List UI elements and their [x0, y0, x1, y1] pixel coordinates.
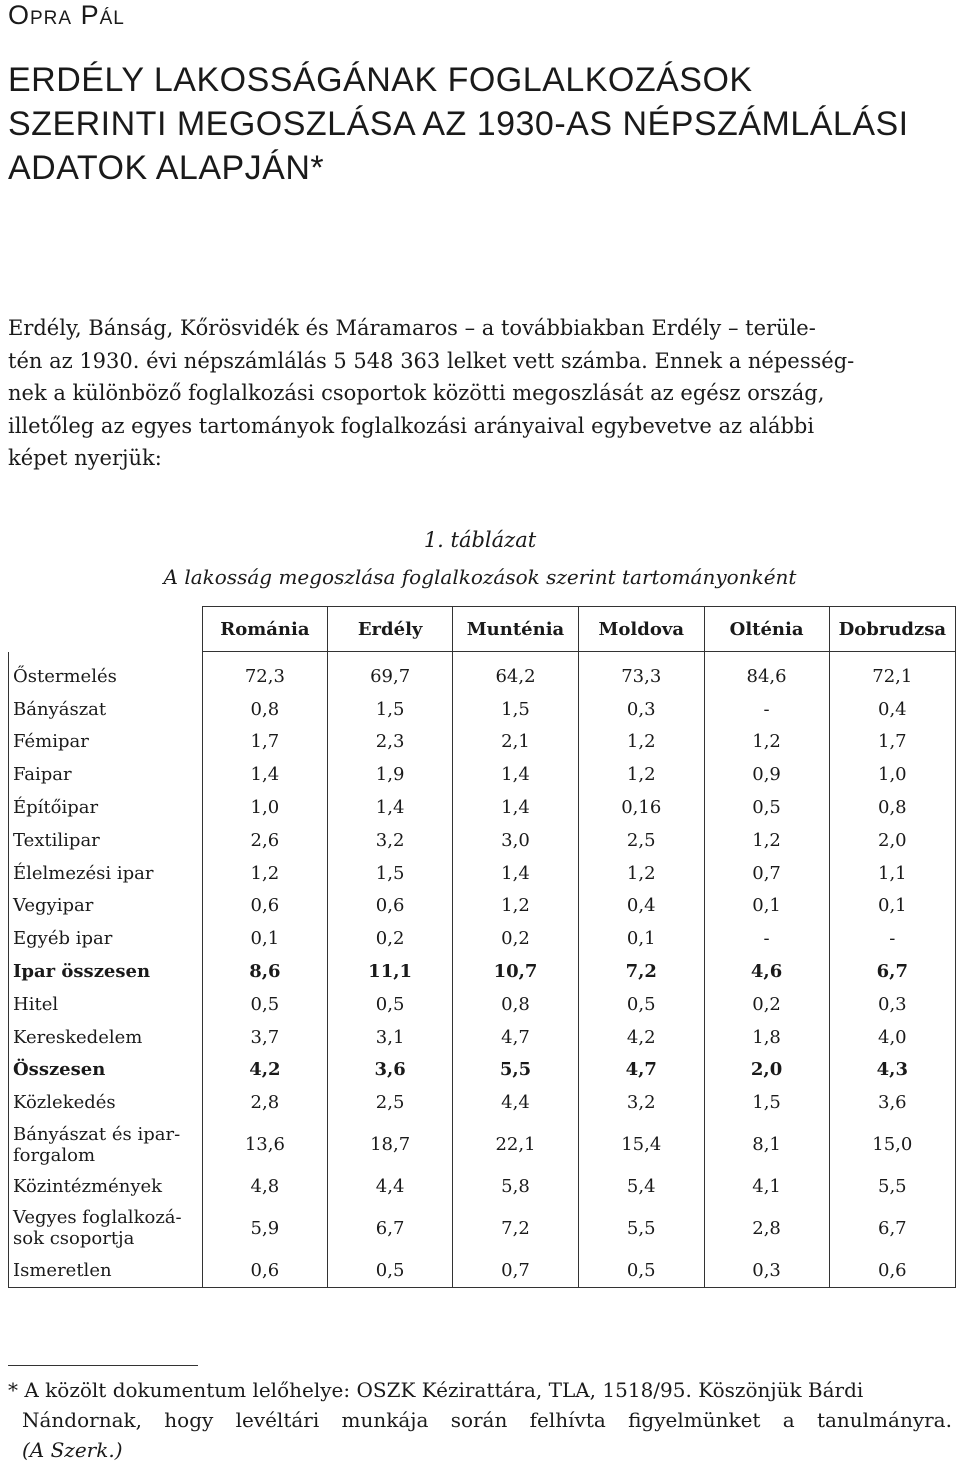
table-row	[9, 988, 956, 1021]
table-cell: 1,9	[328, 758, 453, 791]
table-cell: 1,1	[829, 857, 955, 890]
table-cell: 4,2	[578, 1021, 704, 1054]
footnote-word: a	[782, 1408, 795, 1432]
footnote-line: * A közölt dokumentum lelőhelye: OSZK Kézirattára, TLA, 1518/95. Köszönjük Bárdi	[8, 1378, 864, 1402]
table-cell: 69,7	[328, 652, 453, 693]
footnote-word: figyelmünket	[628, 1408, 761, 1432]
header-oltenia: Olténia	[704, 607, 829, 652]
table-cell: 72,1	[829, 652, 955, 693]
table-cell: 7,2	[578, 955, 704, 988]
table-cell: 3,7	[202, 1021, 328, 1054]
table-cell: 0,2	[453, 922, 579, 955]
table-cell: 2,0	[704, 1054, 829, 1087]
table-cell: 0,3	[578, 693, 704, 726]
table-cell: 4,2	[202, 1054, 328, 1087]
table-cell: 0,3	[829, 988, 955, 1021]
table-row	[9, 824, 956, 857]
table-cell: 1,5	[704, 1086, 829, 1119]
table-cell: 4,4	[328, 1170, 453, 1203]
table-cell: 8,1	[704, 1119, 829, 1170]
table-cell: 5,5	[578, 1203, 704, 1254]
article-title	[8, 58, 909, 190]
table-cell: 0,3	[704, 1254, 829, 1287]
table-row	[9, 890, 956, 923]
footnote-line	[8, 1435, 952, 1465]
table-cell: 1,4	[453, 857, 579, 890]
table-row	[9, 758, 956, 791]
table-cell: 4,3	[829, 1054, 955, 1087]
table-cell: 13,6	[202, 1119, 328, 1170]
table-row	[9, 726, 956, 759]
table-cell: 8,6	[202, 955, 328, 988]
row-label: Építőipar	[9, 791, 203, 824]
table-cell: 6,7	[328, 1203, 453, 1254]
row-label: Vegyipar	[9, 890, 203, 923]
table-cell: 0,2	[328, 922, 453, 955]
header-moldova: Moldova	[578, 607, 704, 652]
row-label: Bányászat	[9, 693, 203, 726]
table-row	[9, 652, 956, 693]
table-cell: 0,5	[328, 988, 453, 1021]
table-row	[9, 1054, 956, 1087]
table-row	[9, 1254, 956, 1287]
title-line: ERDÉLY LAKOSSÁGÁNAK FOGLALKOZÁSOK	[8, 61, 753, 99]
table-cell: 1,2	[578, 857, 704, 890]
footnote-word: Nándornak,	[22, 1408, 142, 1432]
table-cell: 3,2	[328, 824, 453, 857]
footnote-word: felhívta	[529, 1408, 606, 1432]
table-cell: 1,2	[202, 857, 328, 890]
table-cell: 1,2	[704, 726, 829, 759]
table-cell: 4,1	[704, 1170, 829, 1203]
header-romania: Románia	[202, 607, 328, 652]
table-cell: 5,4	[578, 1170, 704, 1203]
table-cell: 0,6	[202, 1254, 328, 1287]
table-cell: 0,4	[829, 693, 955, 726]
row-label: Textilipar	[9, 824, 203, 857]
row-label: Őstermelés	[9, 652, 203, 693]
table-cell: 1,2	[453, 890, 579, 923]
table-cell: 0,2	[704, 988, 829, 1021]
row-label: Fémipar	[9, 726, 203, 759]
row-label-line: forgalom	[13, 1144, 96, 1166]
table-cell: 1,2	[578, 758, 704, 791]
table-cell: 6,7	[829, 955, 955, 988]
table-cell: 72,3	[202, 652, 328, 693]
table-cell: 1,7	[829, 726, 955, 759]
row-label: Ismeretlen	[9, 1254, 203, 1287]
table-body	[9, 652, 956, 1288]
table-cell: 2,5	[328, 1086, 453, 1119]
table-cell: 1,5	[328, 693, 453, 726]
table-cell: 0,6	[328, 890, 453, 923]
footnote-divider	[8, 1365, 198, 1366]
table-cell: 4,7	[453, 1021, 579, 1054]
title-line: SZERINTI MEGOSZLÁSA AZ 1930-AS NÉPSZÁMLÁLÁSI	[8, 105, 909, 143]
intro-line: tén az 1930. évi népszámlálás 5 548 363 lelket vett számba. Ennek a népesség-	[8, 348, 855, 373]
row-label: Közlekedés	[9, 1086, 203, 1119]
row-label-line: Vegyes foglalkozá-	[13, 1207, 182, 1229]
table-cell: 2,8	[202, 1086, 328, 1119]
table-cell: 0,16	[578, 791, 704, 824]
editor-note: (A Szerk.)	[22, 1438, 123, 1462]
table-number: 1. táblázat	[423, 528, 537, 552]
table-cell: 2,3	[328, 726, 453, 759]
table-cell: 0,6	[829, 1254, 955, 1287]
table-row	[9, 1086, 956, 1119]
table-cell: 0,5	[704, 791, 829, 824]
row-label: Kereskedelem	[9, 1021, 203, 1054]
table-cell: 0,5	[202, 988, 328, 1021]
table-cell: 0,1	[578, 922, 704, 955]
table-cell: 15,4	[578, 1119, 704, 1170]
table-cell: 1,5	[328, 857, 453, 890]
table-cell: 0,9	[704, 758, 829, 791]
table-cell: 1,5	[453, 693, 579, 726]
footnote-word: során	[450, 1408, 508, 1432]
row-label-line: sok csoportja	[13, 1228, 135, 1250]
table-cell: 1,4	[453, 791, 579, 824]
table-cell: 0,1	[829, 890, 955, 923]
table-cell: 7,2	[453, 1203, 579, 1254]
table-caption: A lakosság megoszlása foglalkozások szerint tartományonként	[163, 565, 797, 589]
table-cell: 0,5	[328, 1254, 453, 1287]
table-cell: 84,6	[704, 652, 829, 693]
header-corner	[9, 607, 203, 652]
table-cell: 3,6	[829, 1086, 955, 1119]
table-cell: 0,7	[704, 857, 829, 890]
header-erdely: Erdély	[328, 607, 453, 652]
table-cell: 4,4	[453, 1086, 579, 1119]
table-cell: 0,1	[202, 922, 328, 955]
table-cell: 5,5	[829, 1170, 955, 1203]
table-row	[9, 1203, 956, 1254]
table-cell: 3,0	[453, 824, 579, 857]
table-cell: 1,0	[829, 758, 955, 791]
row-label	[9, 1203, 203, 1254]
table-row	[9, 857, 956, 890]
table-cell: 1,2	[578, 726, 704, 759]
table-cell: 3,1	[328, 1021, 453, 1054]
table-cell: 1,2	[704, 824, 829, 857]
table-cell: 0,6	[202, 890, 328, 923]
table-row	[9, 693, 956, 726]
table-cell: 2,8	[704, 1203, 829, 1254]
table-cell: 4,6	[704, 955, 829, 988]
table-cell: 0,8	[453, 988, 579, 1021]
table-cell: 15,0	[829, 1119, 955, 1170]
table-cell: 2,6	[202, 824, 328, 857]
table-cell: -	[829, 922, 955, 955]
footnote-word: levéltári	[235, 1408, 320, 1432]
header-muntenia: Munténia	[453, 607, 579, 652]
row-label: Ipar összesen	[9, 955, 203, 988]
table-cell: 4,8	[202, 1170, 328, 1203]
table-cell: 2,1	[453, 726, 579, 759]
table-cell: 1,7	[202, 726, 328, 759]
table-cell: 11,1	[328, 955, 453, 988]
table-cell: 1,4	[453, 758, 579, 791]
table-cell: 6,7	[829, 1203, 955, 1254]
table-cell: 1,4	[202, 758, 328, 791]
table-cell: 4,0	[829, 1021, 955, 1054]
table-cell: 0,4	[578, 890, 704, 923]
table-cell: 5,9	[202, 1203, 328, 1254]
footnote-word: tanulmányra.	[816, 1408, 952, 1432]
table-cell: 10,7	[453, 955, 579, 988]
table-cell: 22,1	[453, 1119, 579, 1170]
footnote-word: munkája	[341, 1408, 429, 1432]
table-cell: 64,2	[453, 652, 579, 693]
occupation-table	[8, 606, 956, 1288]
intro-line: illetőleg az egyes tartományok foglalkozási arányaival egybevetve az alábbi	[8, 413, 815, 438]
table-cell: 4,7	[578, 1054, 704, 1087]
intro-line: képet nyerjük:	[8, 446, 162, 470]
row-label: Hitel	[9, 988, 203, 1021]
title-line: ADATOK ALAPJÁN*	[8, 149, 325, 187]
row-label-line: Bányászat és ipar-	[13, 1123, 181, 1145]
table-cell: 1,0	[202, 791, 328, 824]
row-label	[9, 1119, 203, 1170]
table-cell: 2,0	[829, 824, 955, 857]
table-row	[9, 955, 956, 988]
table-cell: 3,6	[328, 1054, 453, 1087]
table-cell: 1,4	[328, 791, 453, 824]
table-cell: 0,1	[704, 890, 829, 923]
table-row	[9, 922, 956, 955]
table-cell: 18,7	[328, 1119, 453, 1170]
row-label: Összesen	[9, 1054, 203, 1087]
table-row	[9, 1021, 956, 1054]
row-label: Élelmezési ipar	[9, 857, 203, 890]
intro-paragraph	[8, 312, 952, 475]
header-dobrudzsa: Dobrudzsa	[829, 607, 955, 652]
table-row	[9, 1170, 956, 1203]
footnote-word: hogy	[164, 1408, 214, 1432]
table-cell: 5,5	[453, 1054, 579, 1087]
table-row	[9, 1119, 956, 1170]
table-cell: 0,8	[202, 693, 328, 726]
row-label: Egyéb ipar	[9, 922, 203, 955]
table-cell: 0,5	[578, 988, 704, 1021]
table-cell: 0,5	[578, 1254, 704, 1287]
table-cell: -	[704, 922, 829, 955]
table-cell: 1,8	[704, 1021, 829, 1054]
table-cell: 0,8	[829, 791, 955, 824]
table-cell: 3,2	[578, 1086, 704, 1119]
row-label: Faipar	[9, 758, 203, 791]
table-cell: 0,7	[453, 1254, 579, 1287]
table-cell: 5,8	[453, 1170, 579, 1203]
table-cell: 73,3	[578, 652, 704, 693]
footnote-line	[8, 1405, 952, 1435]
table-cell: 2,5	[578, 824, 704, 857]
table-header-row	[9, 607, 956, 652]
row-label: Közintézmények	[9, 1170, 203, 1203]
footnote	[8, 1375, 952, 1465]
intro-line: nek a különböző foglalkozási csoportok közötti megoszlását az egész ország,	[8, 381, 825, 405]
author-name: Opra Pál	[8, 0, 125, 30]
table-row	[9, 791, 956, 824]
intro-line: Erdély, Bánság, Kőrösvidék és Máramaros – a továbbiakban Erdély – terüle-	[8, 316, 816, 340]
table-cell: -	[704, 693, 829, 726]
